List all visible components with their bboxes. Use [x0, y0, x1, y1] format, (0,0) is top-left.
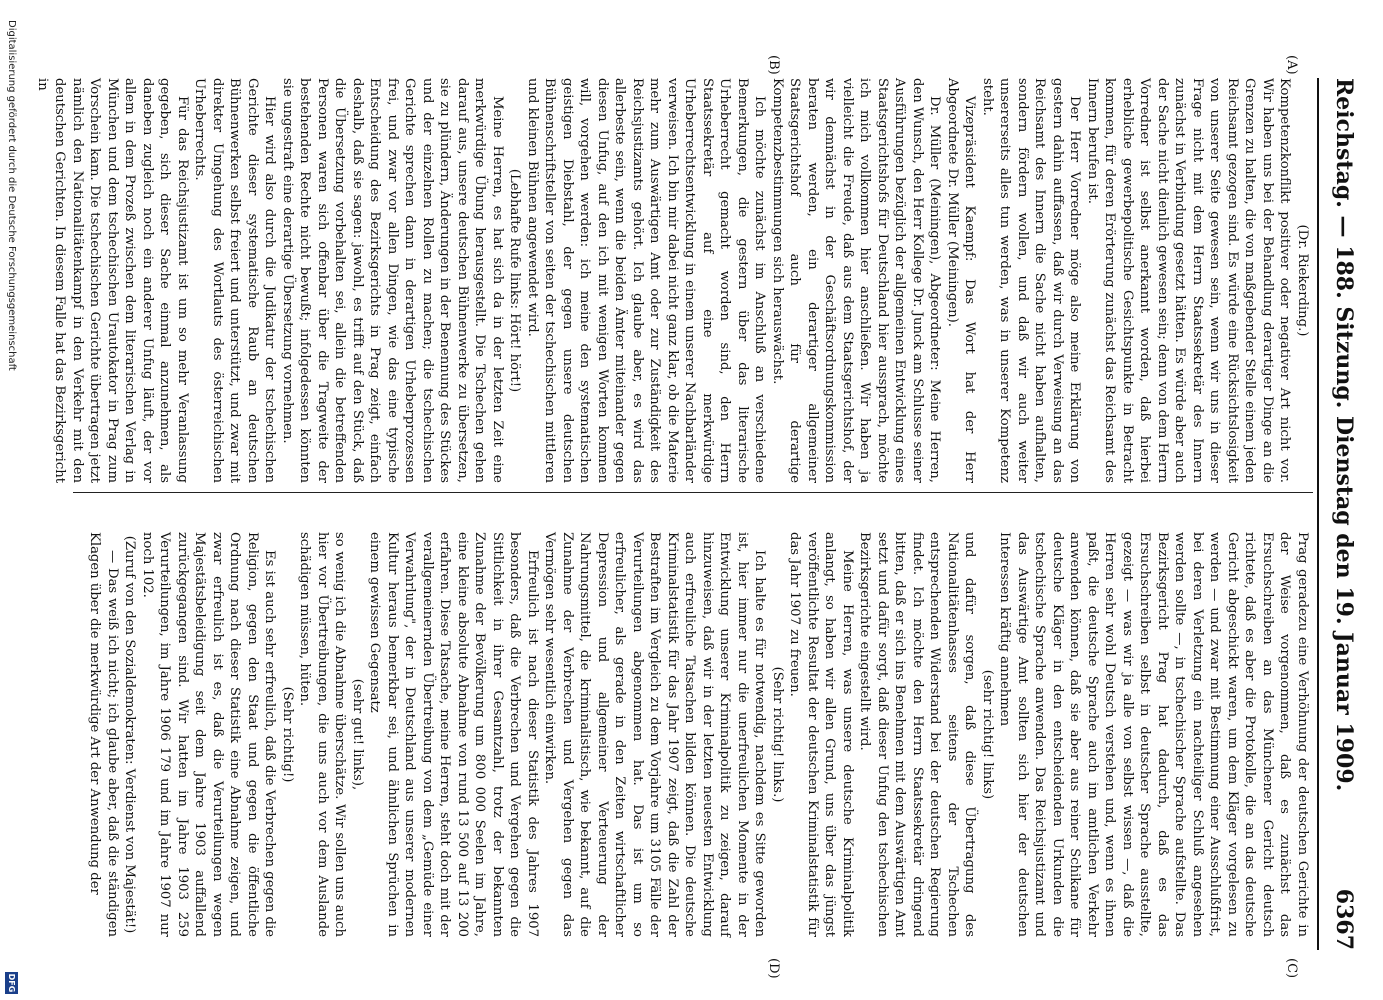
interjection: (sehr gut! links), [350, 678, 365, 791]
paragraph: Dr. Müller (Meiningen), Abgeordneter: Meine Herren, den Wunsch, den Herr Kollege Dr. Junck am Schlusse seiner Ausführungen bezüglich der allgemeinen Entwicklung eines Staatsgerichtshofs für Deutschland hier aussprach, möchte ich mich vollkommen hier anschließen. Wir haben ja vielleicht die Freude, daß aus dem Staatsgerichtshof, der wir demnächst in der Geschäftsordnungskommission beraten werden, ein derartiger allgemeiner Staatsgerichtshof auch für derartige Kompetenzbestimmungen sich herauswächst. [770, 78, 943, 483]
paragraph: Kompetenzkonflikt positiver oder negativer Art nicht vor. Wir haben uns bei der Behandlung derartiger Dinge an die Grenzen zu halten, die von maßgebender Stelle einem jeden Reichsamt gezogen sind. Es würde eine Rücksichtslosigkeit von unserer Seite gewesen sein, wenn wir uns in dieser Frage nicht mit dem Herrn Staatssekretär des Innern zunächst in Verbindung gesetzt hätten. Es würde aber auch der Sache nicht dienlich gewesen sein; denn von dem Herrn Vorredner ist selbst anerkannt worden, daß hierbei erhebliche gewerbepolitische Gesichtspunkte in Betracht kommen, für deren Erörterung zunächst das Reichsamt des Innern berufen ist. [1085, 78, 1293, 483]
paragraph: Meine Herren, was unsere deutsche Kriminalpolitik anlangt, so haben wir allen Grund, uns über das jüngst veröffentlichte Resultat der deutschen Kriminalstatistik für das Jahr 1907 zu freuen. [787, 532, 855, 937]
interjection: (Lebhafte Rufe links: Hört! hört!) [507, 168, 523, 393]
left-column [34, 78, 1312, 483]
paragraph: Es ist auch sehr erfreulich, daß die Verbrechen gegen die Religion, gegen den Staat und gegen die öffentliche Ordnung nach dieser Statistik eine Abnahme zeigen, und zwar erfreulich ist es, daß die Verurteilungen wegen Majestätsbeleidigung seit dem Jahre 1903 auffallend zurückgegangen sind. Wir hatten im Jahre 1903 259 Verurteilungen, im Jahre 1906 179 und im Jahre 1907 nur noch 102. [140, 532, 278, 937]
speaker-note: (Dr. Riekerding.) [1295, 224, 1310, 337]
paragraph: und dafür sorgen, daß diese Übertragung des Nationalitätenhasses seitens der Tschechen entsprechenden Widerstand bei der deutschen Regierung findet. Ich möchte den Herrn Staatssekretär dringend bitten, daß er sich ins Benehmen mit dem Auswärtigen Amt setzt und dafür sorgt, daß dieser Unfug den tschechischen Bezirksgerichte eingestellt wird. [857, 532, 978, 937]
interjection: (Zuruf von den Sozialdemokraten: Verdienst von Majestät!) [122, 535, 138, 934]
interjection: (sehr richtig! links) [980, 669, 995, 800]
page-number: 6367 [1331, 888, 1357, 950]
paragraph: Erfreulich ist nach dieser Statistik des Jahres 1907 besonders, daß die Verbrechen und Vergehen gegen die Sittlichkeit in ihrer Gesamtzahl, trotz der bekannten Zunahme der Bevölkerung um 800 000 Seelen im Jahre, eine kleine absolute Abnahme von rund 13 500 auf 13 200 erfahren. Diese Tatsache, meine Herren, steht doch mit der verallgemeinernden Übertreibung von dem „Gemüde einer Verwahrlung", der in Deutschland aus unserer modernen Kultur heraus bemerkbar sei, und ähnlichen Sprüchen in einem gewissen Gegensatz [367, 532, 540, 937]
interjection: (Sehr richtig! links.) [770, 666, 785, 803]
margin-mark-d: (D) [766, 958, 781, 979]
paragraph: — Das weiß ich nicht; ich glaube aber, daß die ständigen Klagen über die merkwürdige Art der Anwendung der [87, 532, 120, 937]
page-header [1327, 78, 1357, 950]
right-column [86, 532, 1311, 937]
header-rule [1317, 78, 1319, 950]
paragraph: Hier wird also durch die Judikatur der tschechischen Gerichte dieser systematische Raub an deutschen Bühnenwerken selbst freiert und unterstützt, und zwar mit direkter Umgehung des Wortlauts des österreichischen Urheberrechts. [192, 78, 278, 483]
paragraph: Prag geradezu eine Verhöhnung der deutschen Gerichte in der Weise vorgenommen, daß es zunächst das Ersuchschreiben an das Münchener Gericht deutsch richtete, daß es aber die Protokolle, die an das deutsche Gericht abgeschickt waren, um dem Kläger vorgelesen zu werden — und zwar mit Bestimmung einer Ausschlußfrist, bei deren Verletzung ein nachteiliger Schluß angesehen werden sollte —, in tschechischer Sprache aufstellte. Das Bezirksgericht Prag hat dadurch, daß es das Ersuchschreiben selbst in deutscher Sprache ausstellte, gezeigt — was wir ja alle von selbst wissen —, daß die Herren sehr wohl Deutsch verstehen und, wenn es ihnen paßt, die deutsche Sprache auch im amtlichen Verkehr anwenden können, daß sie aber aus reiner Schikane für deutsche Kläger in den entscheidenden Urkunden die tschechische Sprache anwenden. Das Reichsjustizamt und das Auswärtige Amt sollten sich hier der deutschen Interessen kräftig annehmen [997, 532, 1310, 937]
margin-mark-a: (A) [1284, 55, 1299, 75]
paragraph: Ich möchte zunächst im Anschluß an verschiedene Bemerkungen, die gestern über das literarische Urheberrecht gemacht worden sind, den Herrn Staatssekretär auf eine merkwürdige Urheberrechtsentwicklung in einem unserer Nachbarländer verweisen. Ich bin mir dabei nicht ganz klar, ob die Materie mehr zum Auswärtigen Amt oder zur Zuständigkeit des Reichsjustizamts gehört. Ich glaube aber, es wird das allerbeste sein, wenn die beiden Ämter miteinander gegen diesen Unfug, auf den ich mit wenigen Worten kommen will, vorgehen werden: ich meine den systematischen geistigen Diebstahl, der gegen unsere deutschen Bühnenschriftsteller von seiten der tschechischen mittleren und kleinen Bühnen angewendet wird. [525, 78, 768, 483]
paragraph: Vizepräsident Kaempf: Das Wort hat der Herr Abgeordnete Dr. Müller (Meiningen). [945, 78, 978, 483]
column-divider [73, 492, 1313, 493]
paragraph: Der Herr Vorredner möge also meine Erklärung von gestern dahin auffassen, daß wir durch Verweisung an das Reichsamt des Innern die Sache nicht haben aufhalten, sondern fördern wollen, und daß wir auch weiter unsererseits alles tun werden, was in unserer Kompetenz steht. [980, 78, 1083, 483]
paragraph: so wenig ich die Abnahme überschätze. Wir sollen uns auch hier vor Übertreibungen, die uns auch vor dem Auslande schädigen müssen, hüten. [297, 532, 348, 937]
dfg-logo-icon: DFG [7, 973, 16, 993]
paragraph: Meine Herren, es hat sich da in der letzten Zeit eine merkwürdige Übung herausgestellt. Die Tschechen gehen darauf aus, unsere deutschen Bühnenwerke zu übersetzen, sie zu plündern, Änderungen in der Benennung des Stückes und der einzelnen Rollen zu machen; die tschechischen Gerichte sprechen dann in derartigen Urheberprozessen frei, und zwar vor allen Dingen, wie das eine typische Entscheidung des Bezirksgerichts in Prag zeigt, einfach deshalb, daß sie sagen: jawohl, es trifft auf den Stück, daß die Übersetzung vorbehalten sei, allein die betreffenden Personen waren sich offenbar über die Tragweite der bestehenden Rechte nicht bewußt; infolgedessen könnten sie ungestraft eine derartige Übersetzung vornehmen. [280, 78, 505, 483]
margin-mark-c: (C) [1284, 958, 1299, 979]
footer-credit: Digitalisierung gefördert durch die Deutsche Forschungsgemeinschaft [6, 20, 17, 371]
paragraph: Ich halte es für notwendig, nachdem es Sitte geworden ist, hier immer nur die unerfreulichen Momente in der Entwicklung unserer Kriminalpolitik zu zeigen, darauf hinzuweisen, daß wir in der letzten neuesten Entwicklung auch erfreuliche Tatsachen bilden können. Die deutsche Kriminalstatistik für das Jahr 1907 zeigt, daß die Zahl der Bestraften im Vergleich zu dem Vorjahre um 3105 Fälle der Verurteilungen abgenommen hat. Das ist um so erfreulicher, als gerade in den Zeiten wirtschaftlicher Depression und allgemeiner Verteuerung der Nahrungsmittel, die kriminalistisch, wie bekannt, auf die Zunahme der Verbrechen und Vergehen gegen das Vermögen sehr wesentlich einwirken. [542, 532, 768, 937]
digitization-footer [0, 0, 20, 1000]
interjection: (Sehr richtig!) [280, 686, 295, 783]
running-title: Reichstag. — 188. Sitzung. Dienstag den 19. Januar 1909. [1331, 78, 1357, 792]
paragraph: Für das Reichsjustizamt ist um so mehr Veranlassung gegeben, sich dieser Sache einmal anzunehmen, als daneben zugleich noch ein anderer Unfug läuft, der vor allem in dem Prozeß zwischen dem literarischen Verlag in München und dem tschechischen Urautokator in Prag zum Vorschein kam. Die tschechischen Gerichte übertragen jetzt nämlich den Nationalitätenkampf in den Verkehr mit den deutschen Gerichten. In diesem Falle hat das Bezirksgericht in [35, 78, 190, 483]
margin-mark-b: (B) [766, 55, 781, 75]
